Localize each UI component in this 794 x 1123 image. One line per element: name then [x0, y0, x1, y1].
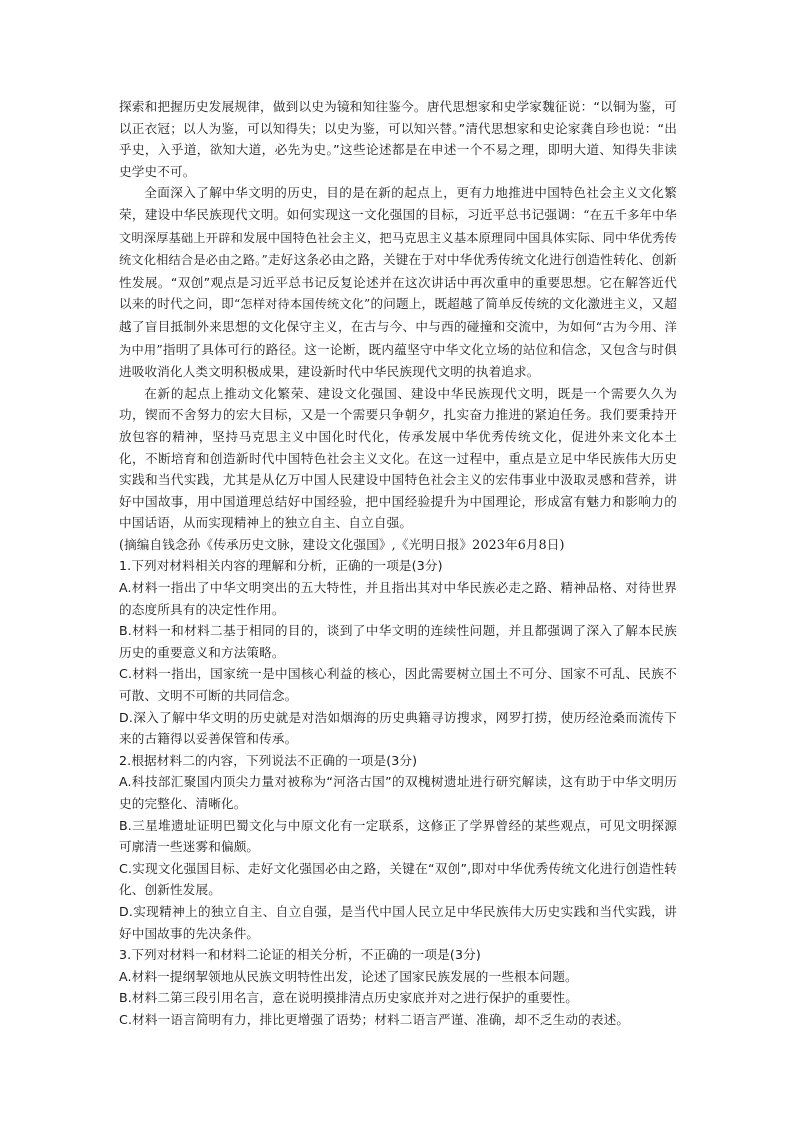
- paragraph-2-quote: “在五千多年中华文明深厚基础上开辟和发展中国特色社会主义，把马克思主义基本原理同中国具体实际、同中华优秀传统文化相结合是必由之路。”: [119, 207, 677, 268]
- option-b: B.材料一和材料二基于相同的目的，谈到了中华文明的连续性问题，并且都强调了深入了解本民族历史的重要意义和方法策略。: [119, 623, 677, 660]
- option-c: C.材料一指出，国家统一是中国核心利益的核心，因此需要树立国土不可分、国家不可乱、民族不可散、文明不可断的共同信念。: [119, 666, 677, 704]
- option-d: D.深入了解中华文明的历史就是对浩如烟海的历史典籍寻访搜求，网罗打捞，使历经沧桑而流传下来的古籍得以妥善保管和传承。: [119, 709, 677, 747]
- paragraph-2-lead: 全面深入了解中华文明的历史，目的是在新的起点上，更有力地推进中国特色社会主义文化繁荣，建设中华民族现代文明。如何实现这一文化强国的目标，习近平总书记强调：: [119, 185, 677, 222]
- option-c: C.实现文化强国目标、走好文化强国必由之路，关键在“双创”,即对中华优秀传统文化进行创造性转化、创新性发展。: [119, 860, 677, 898]
- paragraph-3: 在新的起点上推动文化繁荣、建设文化强国、建设中华民族现代文明，既是一个需要久久为功，锲而不舍努力的宏大目标，又是一个需要只争朝夕，扎实奋力推进的紧迫任务。我们要秉持开放包容的精神，坚持马克思主义中国化时代化，传承发展中华优秀传统文化，促进外来文化本土化，不断培育和创造新时代中国特色社会主义文化。在这一过程中，重点是立足中华民族伟大历史实践和当代实践，尤其是从亿万中国人民建设中国特色社会主义的宏伟事业中汲取灵感和营养，讲好中国故事，用中国道理总结好中国经验，把中国经验提升为中国理论，形成富有魅力和影响力的中国话语，从而实现精神上的独立自主、自立自强。: [119, 385, 677, 531]
- paragraph-2-tail: 指明了具体可行的路径。这一论断，既内蕴坚守中华文化立场的站位和信念，又包含与时俱进吸收消化人类文明积极成果，建设新时代中华民族现代文明的执着追求。: [119, 341, 677, 380]
- paragraph-2-mid-2: 的问题上，既超越了简单反传统的文化激进主义，又超越了盲目抵制外来思想的文化保守主义，在古与今、中与西的碰撞和交流中，为如何: [119, 296, 677, 334]
- option-b: B.材料二第三段引用名言，意在说明摸排清点历史家底并对之进行保护的重要性。: [119, 990, 578, 1006]
- question-1: [119, 555, 677, 749]
- option-d: D.实现精神上的独立自主、自立自强，是当代中国人民立足中华民族伟大历史实践和当代实践，讲好中国故事的先决条件。: [119, 903, 677, 941]
- question-2: [119, 750, 677, 944]
- document-page: [119, 96, 677, 1031]
- paragraph-1: 探索和把握历史发展规律，做到以史为镜和知往鉴今。唐代思想家和史学家魏征说：“以铜为鉴，可以正衣冠；以人为鉴，可以知得失；以史为鉴，可以知兴替。”清代思想家和史论家龚自珍也说：“出乎史，入乎道，欲知大道，必先为史。”这些论述都是在申述一个不易之理，即明大道、知得失非读史学史不可。: [119, 99, 677, 179]
- option-c: C.材料一语言简明有力，排比更增强了语势；材料二语言严谨、准确，却不乏生动的表述。: [119, 1011, 630, 1027]
- option-a: A.材料一指出了中华文明突出的五大特性，并且指出其对中华民族必走之路、精神品格、对待世界的态度所具有的决定性作用。: [119, 580, 677, 617]
- question-stem: 3.下列对材料一和材料二论证的相关分析，不正确的一项是(3分): [119, 947, 481, 963]
- paragraph-2: [119, 182, 677, 382]
- source-citation: (摘编自钱念孙《传承历史文脉，建设文化强国》,《光明日报》2023年6月8日): [119, 536, 565, 552]
- paragraph-2-quote-3: “古为今用、洋为中用”: [119, 319, 678, 357]
- option-b: B.三星堆遗址证明巴蜀文化与中原文化有一定联系，这修正了学界曾经的某些观点，可见文明探源可廓清一些迷雾和偏颇。: [119, 817, 677, 855]
- question-stem: 1.下列对材料相关内容的理解和分析，正确的一项是(3分): [119, 558, 443, 574]
- paragraph-2-mid: 走好这条必由之路，关键在于对中华优秀传统文化进行创造性转化、创新性发展。“双创”观点是习近平总书记反复论述并在这次讲话中再次重申的重要思想。它在解答近代以来的时代之问，即: [119, 252, 677, 312]
- option-a: A.材料一提纲挈领地从民族文明特性出发，论述了国家民族发展的一些根本问题。: [119, 968, 578, 984]
- option-a: A.科技部汇聚国内顶尖力量对被称为“河洛古国”的双槐树遗址进行研究解读，这有助于中华文明历史的完整化、清晰化。: [119, 774, 677, 811]
- question-3: [119, 944, 677, 1030]
- question-stem: 2.根据材料二的内容，下列说法不正确的一项是(3分): [119, 752, 418, 768]
- paragraph-2-quote-2: “怎样对待本国传统文化”: [233, 297, 371, 312]
